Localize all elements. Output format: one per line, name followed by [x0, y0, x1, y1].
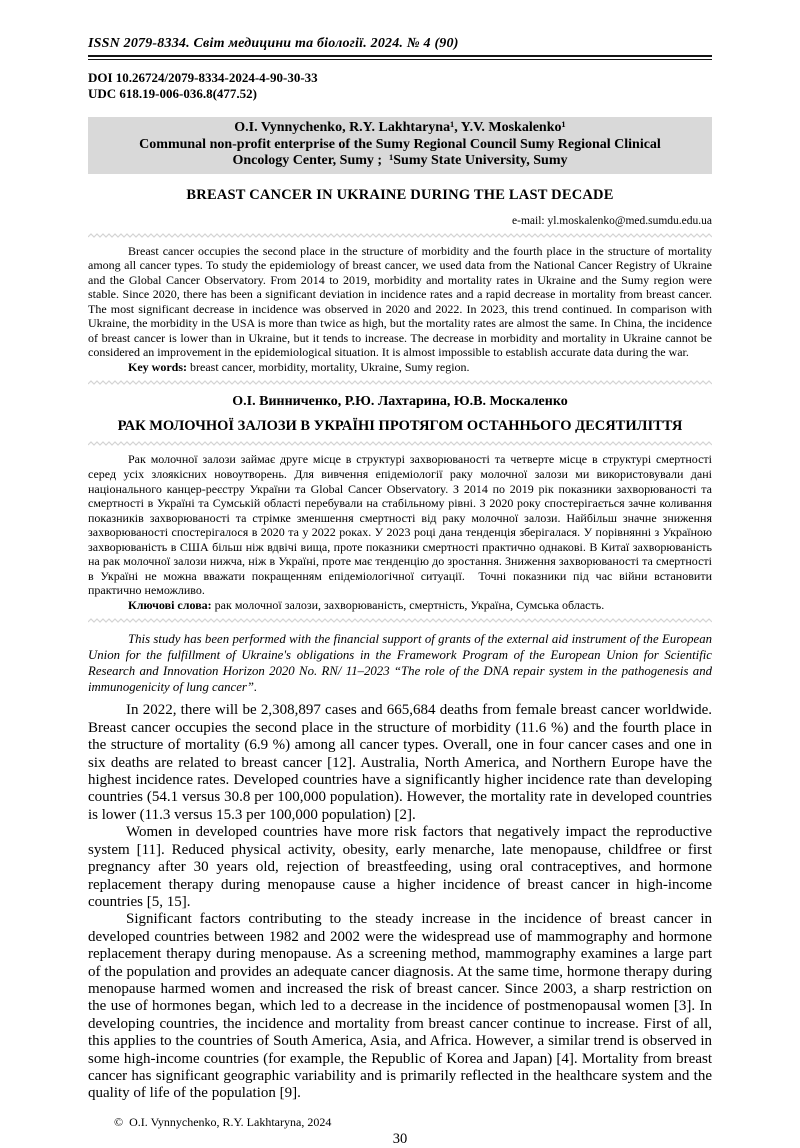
zigzag-ornament-divider: [88, 380, 712, 385]
page-footer: [88, 1115, 712, 1148]
zigzag-ornament: [88, 441, 712, 446]
authors-en: O.I. Vynnychenko, R.Y. Lakhtaryna¹, Y.V. Moskalenko¹: [234, 120, 566, 135]
zigzag-ornament-divider: [88, 618, 712, 623]
zigzag-ornament-divider: [88, 233, 712, 238]
contact-email: e-mail: yl.moskalenko@med.sumdu.edu.ua: [512, 214, 712, 227]
body-paragraph: In 2022, there will be 2,308,897 cases and 665,684 deaths from female breast cancer worldwide. Breast cancer occupies the second place in the structure of morbidity (11.6 %) and the fourth place in the structure of mortality (6.9 %) among all cancer types. Overall, one in four cancer cases and one in six deaths are related to breast cancer [12]. Australia, North America, and Northern Europe have the highest incidence rates. Developed countries have a significantly higher incidence rate than developing countries (54.1 versus 30.8 per 100,000 population). However, the mortality rate in developed countries is lower (11.3 versus 15.3 per 100,000 population) [2].: [88, 702, 712, 823]
article-title-en: BREAST CANCER IN UKRAINE DURING THE LAST DECADE: [186, 186, 614, 203]
body-paragraph: Significant factors contributing to the steady increase in the incidence of breast cancer in developed countries between 1982 and 2002 were the widespread use of mammography and hormone replacement therapy during menopause. As a screening method, mammography examines a large part of the population and provides an adequate cancer diagnosis. At the same time, hormone therapy during menopause harmed women and increased the risk of breast cancer. Since 2003, a sharp restriction on the use of hormones began, which led to a decrease in the incidence of postmenopausal women [3]. In developing countries, the incidence and mortality from breast cancer continue to increase. First of all, this applies to the countries of South America, Asia, and Africa. However, a similar trend is observed in some high-income countries (for example, the Republic of Korea and Japan) [4]. Mortality from breast cancer has significant geographic variability and is primarily reflected in the healthcare system and the quality of life of the population [9].: [88, 911, 712, 1102]
authors-affiliation-block: [88, 117, 712, 174]
body-paragraph: Women in developed countries have more risk factors that negatively impact the reproductive system [11]. Reduced physical activity, obesity, early menarche, late menopause, childfree or first pregnancy after 30 years old, rejection of breastfeeding, using oral contraceptives, and hormone replacement therapy during menopause cause a higher incidence of breast cancer in high-income countries [5, 15].: [88, 824, 712, 910]
journal-issn-line: ISSN 2079-8334. Світ медицини та біології. 2024. № 4 (90): [88, 36, 459, 51]
article-body: [88, 702, 712, 1102]
keywords-en-label: Key words:: [128, 359, 187, 374]
abstract-en-section: [88, 244, 712, 375]
header-divider-rule: [88, 55, 712, 60]
zigzag-ornament: [88, 618, 712, 623]
affiliation-line-2: Oncology Center, Sumy ; ¹Sumy State University, Sumy: [232, 153, 568, 168]
abstract-ua-section: [88, 452, 712, 612]
keywords-ua-text: рак молочної залози, захворюваність, смертність, Україна, Сумська область.: [214, 597, 605, 612]
keywords-en-text: breast cancer, morbidity, mortality, Ukraine, Sumy region.: [190, 359, 470, 374]
keywords-en-line: [88, 360, 712, 375]
funding-statement: This study has been performed with the financial support of grants of the external aid instrument of the European Union for the fulfillment of Ukraine's obligations in the Framework Program of the European Union for Scientific Research and Innovation Horizon 2020 No. RN/ 11–2023 “The role of the DNA repair system in the pathogenesis and immunogenicity of lung cancer”.: [88, 632, 712, 695]
zigzag-ornament: [88, 380, 712, 385]
authors-ua: О.І. Винниченко, Р.Ю. Лахтарина, Ю.В. Москаленко: [232, 394, 568, 410]
copyright-line: © O.I. Vynnychenko, R.Y. Lakhtaryna, 2024: [114, 1114, 332, 1129]
abstract-en-text: Breast cancer occupies the second place in the structure of morbidity and the fourth place in the structure of mortality among all cancer types. To study the epidemiology of breast cancer, we used data from the National Cancer Registry of Ukraine and the Global Cancer Observatory. From 2014 to 2019, morbidity and mortality rates in Ukraine and the Sumy region were stable. Since 2020, there has been a significant deviation in incidence rates and a rapid decrease in mortality from breast cancer. The most significant decrease in incidence was observed in 2020 and 2022. In 2023, this trend continued. In comparison with Ukraine, the morbidity in the USA is more than twice as high, but the mortality rates are almost the same. In China, the incidence of breast cancer is lower than in Ukraine, but it tends to increase. The decrease in morbidity and mortality in Ukraine cannot be considered an improvement in the epidemiological situation. It is almost impossible to establish accurate data during the war.: [88, 243, 712, 360]
zigzag-ornament: [88, 233, 712, 238]
article-title-ua: РАК МОЛОЧНОЇ ЗАЛОЗИ В УКРАЇНІ ПРОТЯГОМ ОСТАННЬОГО ДЕСЯТИЛІТТЯ: [117, 418, 683, 435]
journal-header: [88, 36, 712, 102]
zigzag-ornament-divider: [88, 441, 712, 446]
doi-line: DOI 10.26724/2079-8334-2024-4-90-30-33: [88, 70, 318, 85]
page-number: 30: [392, 1130, 408, 1147]
keywords-ua-label: Ключові слова:: [128, 597, 212, 612]
udc-line: UDC 618.19-006-036.8(477.52): [88, 86, 257, 101]
keywords-ua-line: [88, 598, 712, 613]
abstract-ua-text: Рак молочної залози займає друге місце в структурі захворюваності та четверте місце в структурі смертності серед усіх злоякісних новоутворень. Для вивчення епідеміології раку молочної залози ми використовували дані національного канцер-реєстру України та Global Cancer Observatory. З 2014 по 2019 рік показники захворюваності та смертності в Україні та Сумській області перебували на стабільному рівні. З 2020 року спостерігається зачне коливання показників захворюваності та стрімке зменшення смертності від раку молочної залози. Найбільш значне зниження захворюваності спостерігалося в 2020 та у 2022 роках. У 2023 році дана тенденція зберігалася. У порівнянні з Україною захворюваність в США більш ніж вдвічі вища, проте показники смертності практично однакові. В Китаї захворюваність на рак молочної залози нижча, ніж в Україні, проте має тенденцію до зростання. Зниження захворюваності та смертності в Україні не можна вважати покращенням епідеміологічної ситуації. Точні показники під час війни встановити практично неможливо.: [88, 452, 712, 598]
affiliation-line-1: Communal non-profit enterprise of the Sumy Regional Council Sumy Regional Clinical: [139, 136, 661, 152]
